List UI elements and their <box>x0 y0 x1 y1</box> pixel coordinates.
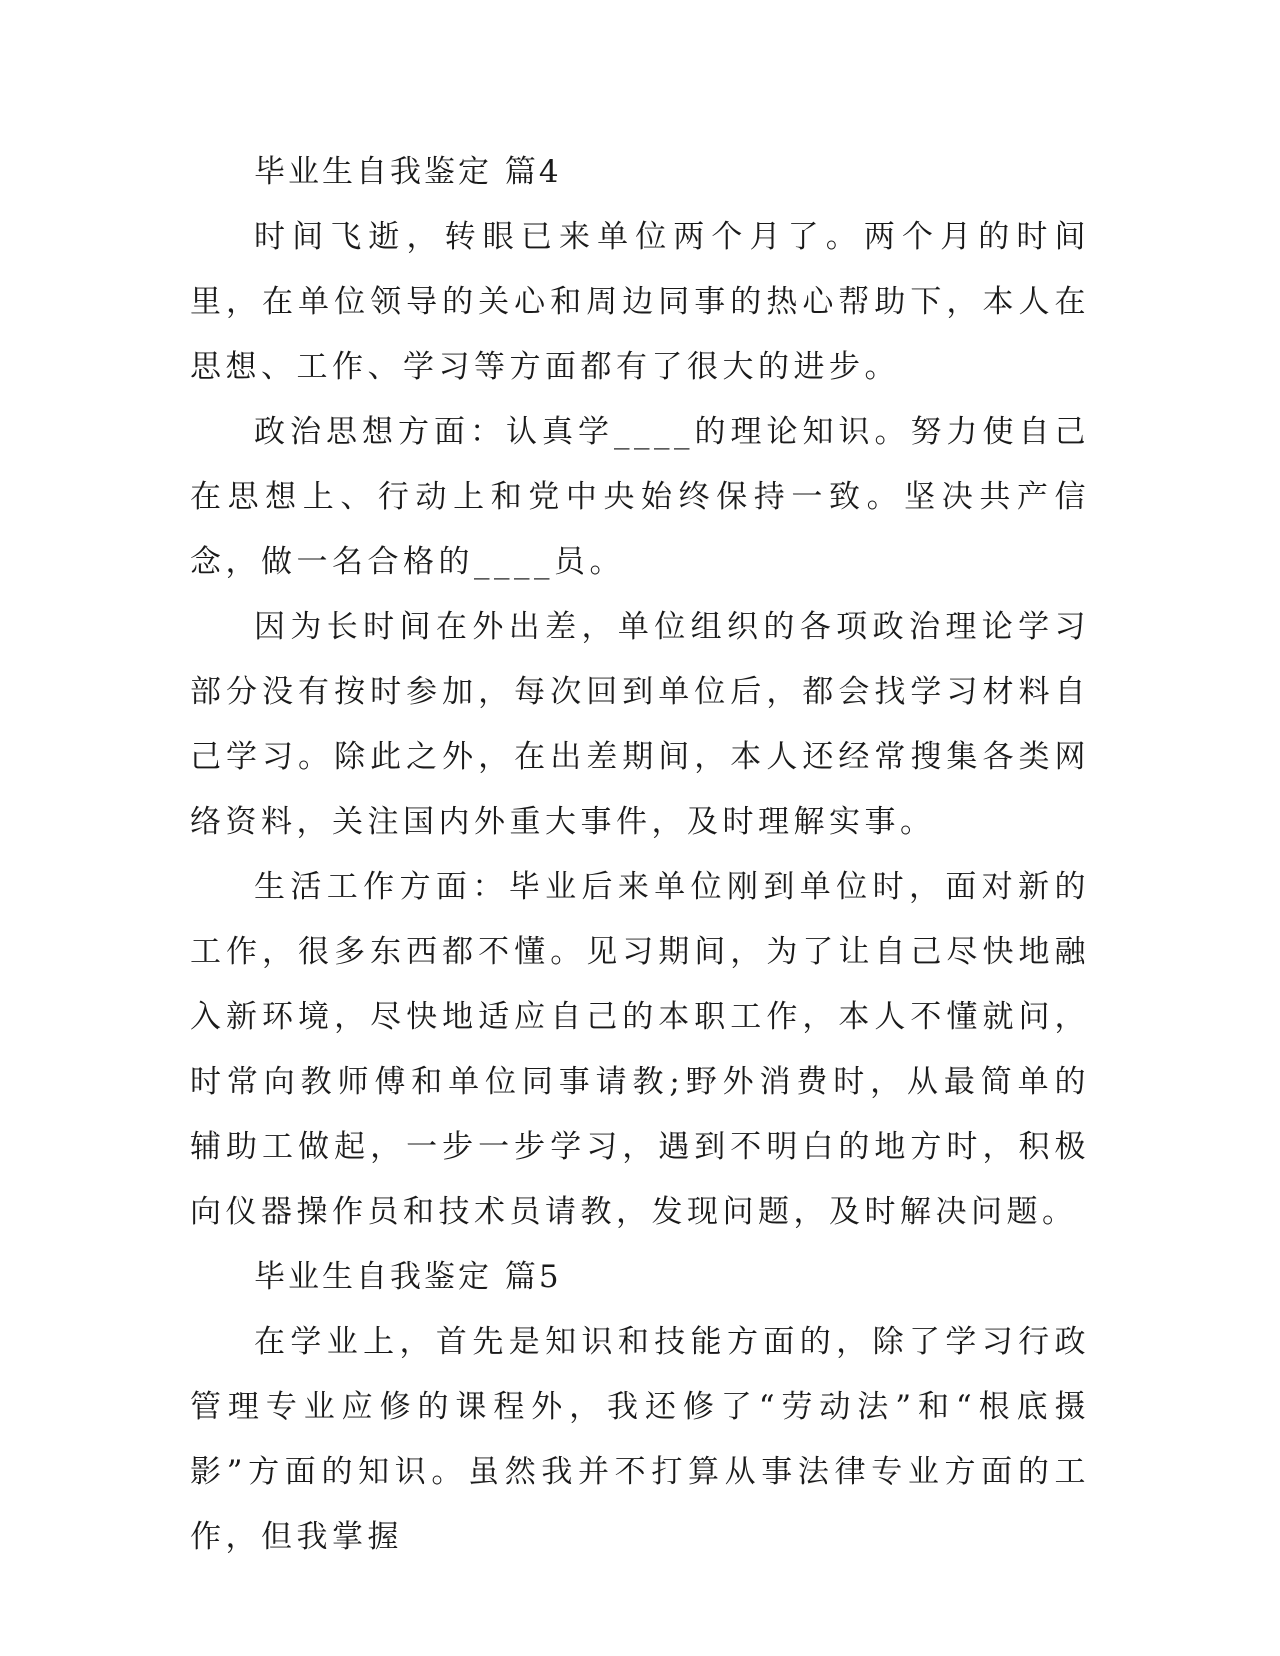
paragraph-work-life: 生活工作方面：毕业后来单位刚到单位时，面对新的工作，很多东西都不懂。见习期间，为了让自己尽快地融入新环境，尽快地适应自己的本职工作，本人不懂就问，时常向教师傅和单位同事请教;野外消费时，从最简单的辅助工做起，一步一步学习，遇到不明白的地方时，积极向仪器操作员和技术员请教，发现问题，及时解决问题。 <box>190 869 1090 1230</box>
document-body <box>190 140 1090 1570</box>
paragraph-business-trip: 因为长时间在外出差，单位组织的各项政治理论学习部分没有按时参加，每次回到单位后，都会找学习材料自己学习。除此之外，在出差期间，本人还经常搜集各类网络资料，关注国内外重大事件，及时理解实事。 <box>190 609 1090 840</box>
section-heading-4: 毕业生自我鉴定 篇4 <box>254 154 562 190</box>
paragraph-academics: 在学业上，首先是知识和技能方面的，除了学习行政管理专业应修的课程外，我还修了“劳动法”和“根底摄影”方面的知识。虽然我并不打算从事法律专业方面的工作，但我掌握 <box>190 1324 1090 1555</box>
section-heading-5: 毕业生自我鉴定 篇5 <box>254 1259 562 1295</box>
paragraph-intro: 时间飞逝，转眼已来单位两个月了。两个月的时间里，在单位领导的关心和周边同事的热心帮助下，本人在思想、工作、学习等方面都有了很大的进步。 <box>190 219 1090 385</box>
paragraph-political: 政治思想方面：认真学____的理论知识。努力使自己在思想上、行动上和党中央始终保持一致。坚决共产信念，做一名合格的____员。 <box>190 414 1090 580</box>
